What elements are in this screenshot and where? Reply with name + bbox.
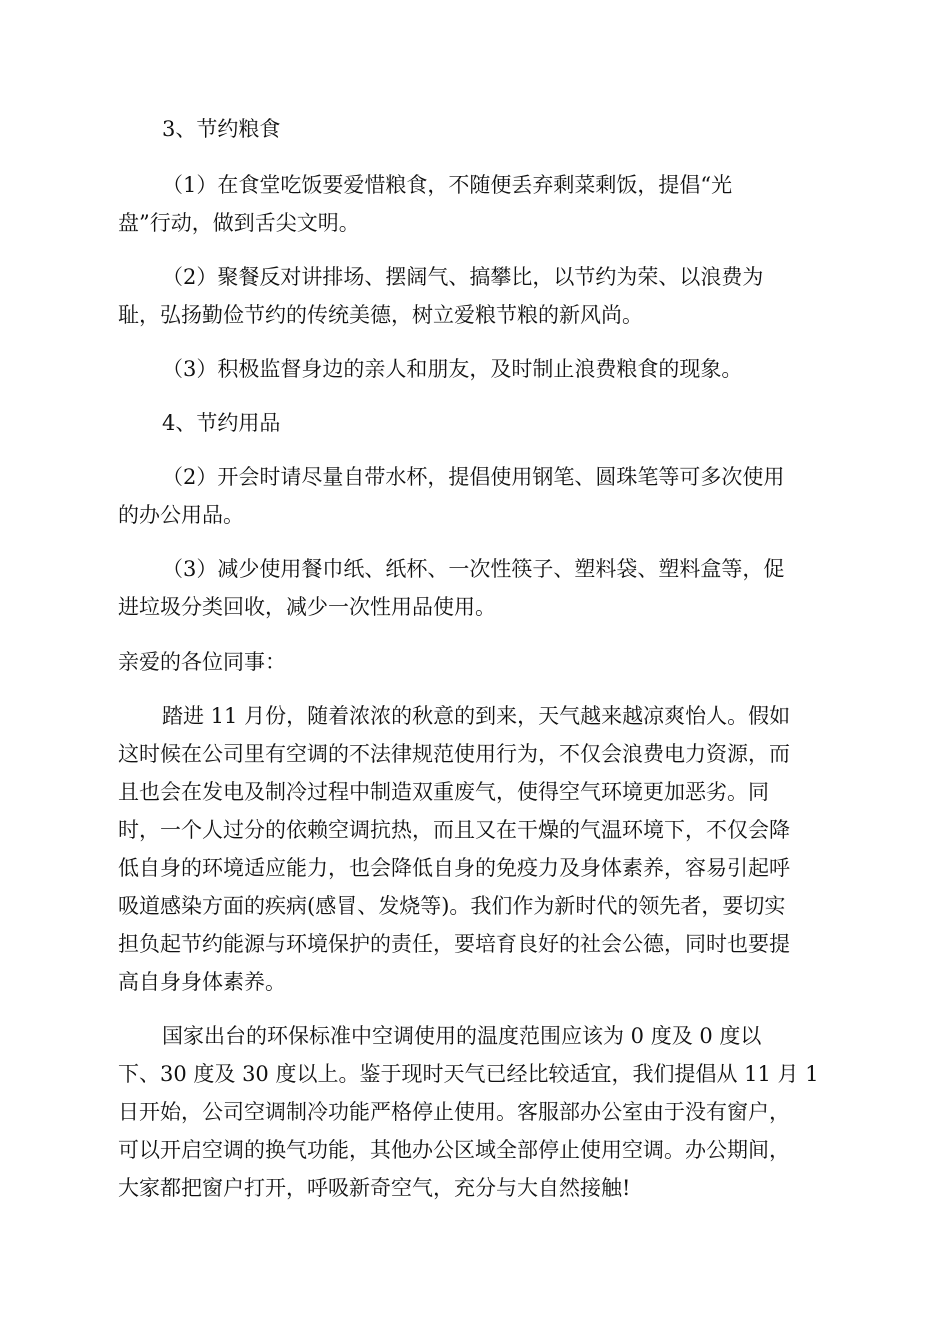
- paragraph-2-line: 可以开启空调的换气功能，其他办公区域全部停止使用空调。办公期间，: [118, 1138, 790, 1162]
- item-4-2: [118, 458, 840, 534]
- salutation-text: 亲爱的各位同事：: [118, 650, 286, 674]
- paragraph-2-line: 国家出台的环保标准中空调使用的温度范围应该为 0 度及 0 度以: [162, 1024, 762, 1048]
- paragraph-1-line: 时，一个人过分的依赖空调抗热，而且又在干燥的气温环境下，不仅会降: [118, 818, 790, 842]
- item-3-1: [118, 166, 840, 242]
- item-4-3-line-1: （3）减少使用餐巾纸、纸杯、一次性筷子、塑料袋、塑料盒等，促: [162, 557, 785, 581]
- paragraph-1-line: 吸道感染方面的疾病(感冒、发烧等)。我们作为新时代的领先者，要切实: [118, 894, 786, 918]
- paragraph-1: [118, 697, 840, 1001]
- section-heading-3: [118, 110, 884, 148]
- item-3-2: [118, 258, 840, 334]
- paragraph-2-line: 大家都把窗户打开，呼吸新奇空气，充分与大自然接触!: [118, 1176, 631, 1200]
- paragraph-1-line: 踏进 11 月份，随着浓浓的秋意的到来，天气越来越凉爽怡人。假如: [162, 704, 791, 728]
- paragraph-1-line: 且也会在发电及制冷过程中制造双重废气，使得空气环境更加恶劣。同: [118, 780, 769, 804]
- paragraph-1-line: 高自身身体素养。: [118, 970, 286, 994]
- paragraph-2: [118, 1017, 840, 1207]
- paragraph-2-line: 日开始，公司空调制冷功能严格停止使用。客服部办公室由于没有窗户，: [118, 1100, 790, 1124]
- item-3-3: [118, 350, 884, 388]
- item-3-2-line-2: 耻，弘扬勤俭节约的传统美德，树立爱粮节粮的新风尚。: [118, 303, 643, 327]
- section-heading-4: [118, 404, 884, 442]
- salutation: [118, 643, 840, 681]
- paragraph-1-line: 担负起节约能源与环境保护的责任，要培育良好的社会公德，同时也要提: [118, 932, 790, 956]
- item-4-2-line-1: （2）开会时请尽量自带水杯，提倡使用钢笔、圆珠笔等可多次使用: [162, 465, 785, 489]
- item-3-1-line-2: 盘”行动，做到舌尖文明。: [118, 211, 360, 235]
- paragraph-2-line: 下、30 度及 30 度以上。鉴于现时天气已经比较适宜，我们提倡从 11 月 1: [118, 1062, 819, 1086]
- item-4-3: [118, 550, 840, 626]
- paragraph-1-line: 低自身的环境适应能力，也会降低自身的免疫力及身体素养，容易引起呼: [118, 856, 790, 880]
- item-3-3-text: （3）积极监督身边的亲人和朋友，及时制止浪费粮食的现象。: [162, 357, 743, 381]
- section-heading-3-text: 3、节约粮食: [162, 117, 281, 141]
- section-heading-4-text: 4、节约用品: [162, 411, 281, 435]
- item-4-3-line-2: 进垃圾分类回收，减少一次性用品使用。: [118, 595, 496, 619]
- paragraph-1-line: 这时候在公司里有空调的不法律规范使用行为，不仅会浪费电力资源，而: [118, 742, 790, 766]
- item-3-1-line-1: （1）在食堂吃饭要爱惜粮食，不随便丢弃剩菜剩饭，提倡“光: [162, 173, 733, 197]
- item-4-2-line-2: 的办公用品。: [118, 503, 244, 527]
- item-3-2-line-1: （2）聚餐反对讲排场、摆阔气、搞攀比，以节约为荣、以浪费为: [162, 265, 764, 289]
